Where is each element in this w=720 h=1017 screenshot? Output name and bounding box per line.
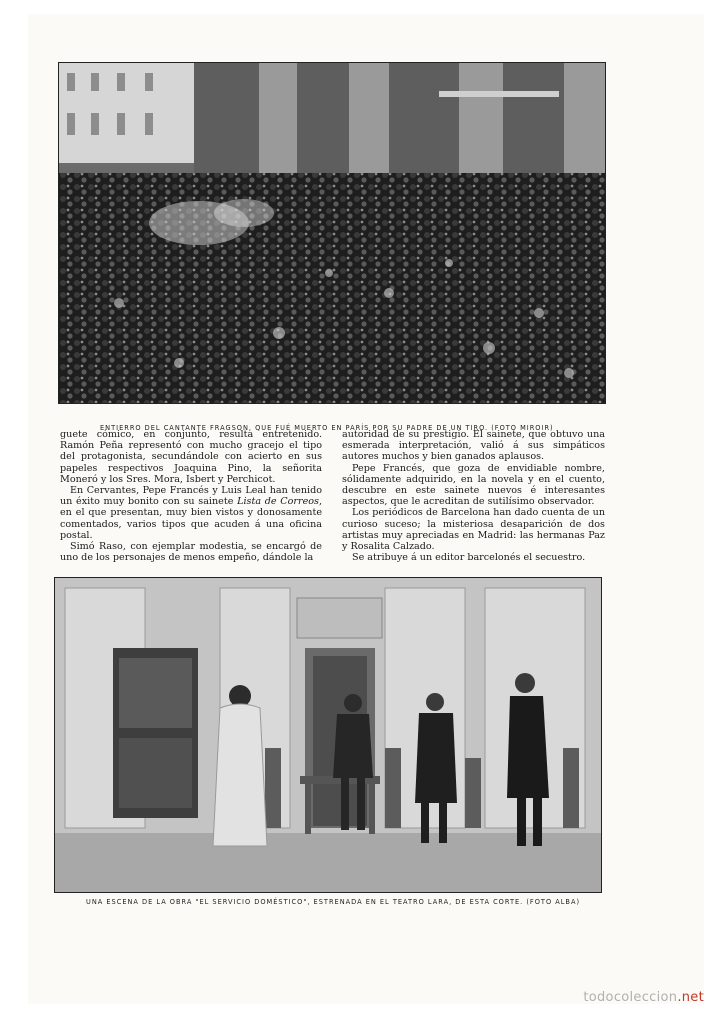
article-paragraph: Se atribuye á un editor barcelonés el secuestro. [352, 552, 586, 564]
article-paragraph [60, 485, 322, 541]
article-text: En Cervantes, Pepe Francés y Luis Leal han tenido un éxito muy bonito con su sainete [60, 485, 322, 508]
watermark [583, 990, 704, 1005]
play-title: Lista de Correos [237, 496, 319, 508]
funeral-crowd-illustration [59, 63, 605, 403]
theatre-photo-caption: UNA ESCENA DE LA OBRA "EL SERVICIO DOMÉSTICO", ESTRENADA EN EL TEATRO LARA, DE ESTA CORTE. (FOTO ALBA) [86, 898, 581, 906]
article-paragraph: Los periódicos de Barcelona han dado cuenta de un curioso suceso; la misteriosa desaparición de dos artistas muy apreciadas en Madrid: las hermanas Paz y Rosalita Calzado. [342, 507, 605, 553]
article-paragraph: Pepe Francés, que goza de envidiable nombre, sólidamente adquirido, en la novela y en el cuento, descubre en este sainete nuevos é interesantes aspectos, que le acreditan de sutilísimo observador. [342, 462, 605, 508]
article-paragraph: guete cómico, en conjunto, resulta entretenido. Ramón Peña representó con mucho gracejo el tipo del protagonista, secundándole con acierto en sus papeles respectivos Joaquina Pino, la señorita Moneró y los Sres. Mora, Isbert y Perchicot. [60, 429, 322, 485]
theatre-scene-illustration [55, 578, 601, 892]
article-text: , en el que presentan, muy bien vistos y donosamente comentados, varios tipos que acuden á una oficina postal. [60, 496, 323, 541]
funeral-crowd-photo [58, 62, 606, 404]
article-paragraph: autoridad de su prestigio. El sainete, que obtuvo una esmerada interpretación, valió á sus simpáticos autores muchos y bien ganados aplausos. [342, 429, 605, 463]
funeral-photo-caption: ENTIERRO DEL CANTANTE FRAGSON, QUE FUÉ MUERTO EN PARÍS POR SU PADRE DE UN TIRO. (FOTO MIROIR) [100, 424, 554, 432]
watermark-brand: todocoleccion [583, 990, 678, 1005]
watermark-suffix: .net [677, 990, 704, 1005]
article-column-left [60, 429, 322, 563]
theatre-scene-photo [54, 577, 602, 893]
article-column-right [342, 429, 605, 563]
article-paragraph: Simó Raso, con ejemplar modestia, se encargó de uno de los personajes de menos empeño, dándole la [60, 541, 322, 564]
